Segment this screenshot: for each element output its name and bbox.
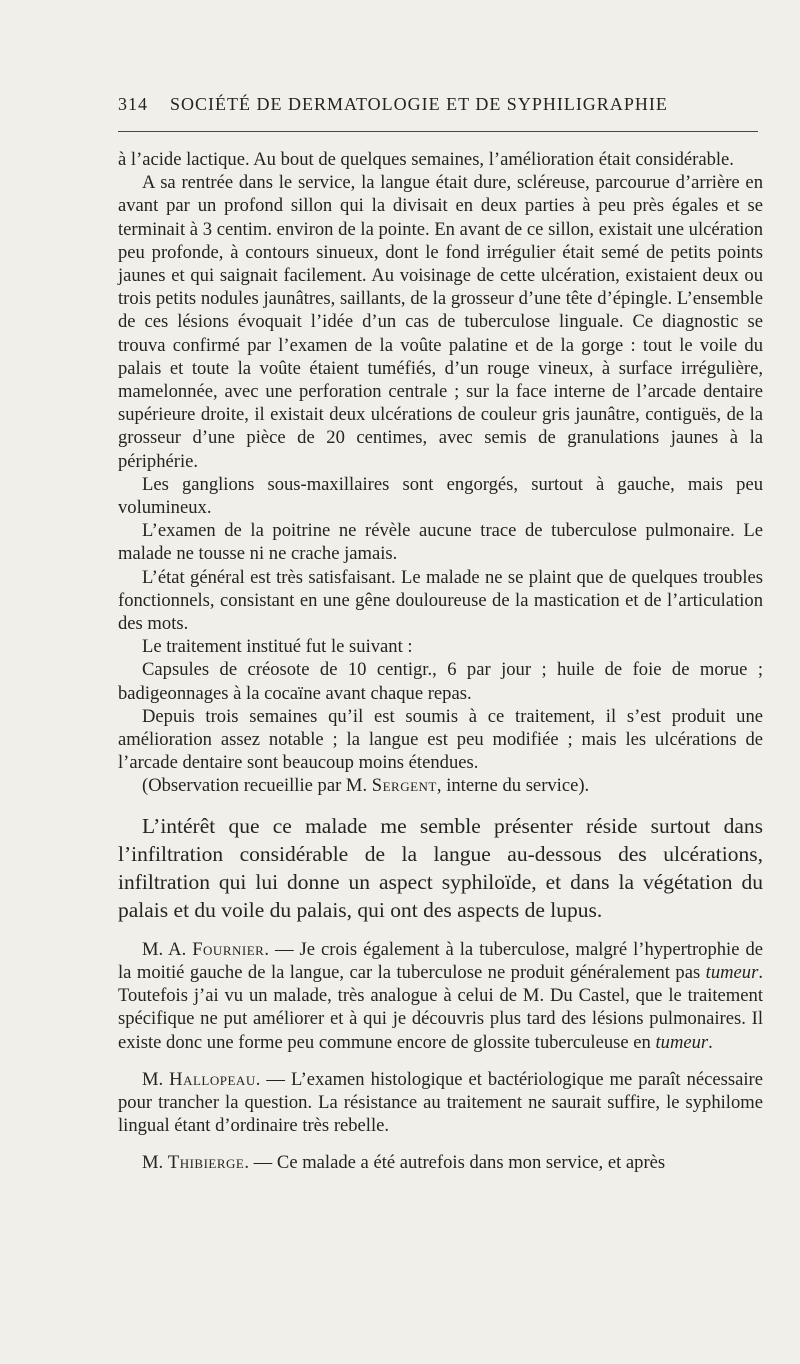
- remark-hallopeau: [118, 1068, 763, 1138]
- remark-fournier: [118, 938, 763, 1054]
- credit-name: Sergent: [371, 775, 437, 797]
- remark-text: . — Ce malade a été autrefois dans mon service, et après: [244, 1152, 666, 1174]
- speaker-name: Thibierge: [167, 1152, 245, 1174]
- remark-text: . — Je crois également à la tuberculose, malgré l’hypertrophie de la moitié gauche de la langue, car la tuberculose ne produit généralement pas: [118, 938, 763, 983]
- paragraph-examination: A sa rentrée dans le service, la langue était dure, scléreuse, parcourue d’arrière en avant par un profond sillon qui la divisait en deux parties à peu près égales et se terminait à 3 centim. environ de la pointe. En avant de ce sillon, existait une ulcération peu profonde, à contours sinueux, dont le fond irrégulier était semé de petits points jaunes et qui saignait facilement. Au voisinage de cette ulcération, existaient deux ou trois petits nodules jaunâtres, saillants, de la grosseur d’une tête d’épingle. L’ensemble de ces lésions évoquait l’idée d’un cas de tuberculose linguale. Ce diagnostic se trouva confirmé par l’examen de la voûte palatine et de la gorge : tout le voile du palais et toute la voûte étaient tuméfiés, d’un rouge vineux, à surface irrégulière, mamelonnée, avec une perforation centrale ; sur la face interne de l’arcade dentaire supérieure droite, il existait deux ulcérations de couleur gris jaunâtre, contiguës, de la grosseur d’une pièce de 20 centimes, avec semis de granulations jaunes à la périphérie.: [118, 172, 763, 472]
- paragraph-treatment: Capsules de créosote de 10 centigr., 6 par jour ; huile de foie de morue ; badigeonnages à la cocaïne avant chaque repas.: [118, 659, 763, 704]
- speaker-prefix: M.: [142, 1152, 168, 1174]
- italic-term: tumeur: [655, 1031, 709, 1053]
- paragraph-interest: L’intérêt que ce malade me semble présenter réside surtout dans l’infiltration considérable de la langue au-dessous des ulcérations, infiltration qui lui donne un aspect syphiloïde, et dans la végétation du palais et du voile du palais, qui ont des aspects de lupus.: [118, 813, 763, 922]
- header-rule: [118, 131, 758, 132]
- speaker-name: Fournier: [192, 938, 265, 960]
- page-number: 314: [118, 94, 148, 114]
- speaker-prefix: M.: [142, 1068, 170, 1090]
- speaker-name: Hallopeau: [169, 1068, 256, 1090]
- remark-thibierge: [118, 1151, 763, 1174]
- paragraph-improvement: Depuis trois semaines qu’il est soumis à ce traitement, il s’est produit une amélioration assez notable ; la langue est peu modifiée ; mais les ulcérations de l’arcade dentaire sont beaucoup moins étendues.: [118, 705, 763, 774]
- remark-text: . Toutefois j’ai vu un malade, très analogue à celui de M. Du Castel, que le traitement spécifique ne put améliorer et à qui je découvris plus tard des lésions pulmonaires. Il existe donc une forme peu commune encore de glossite tuberculeuse en: [118, 961, 763, 1053]
- paragraph-chest-exam: L’examen de la poitrine ne révèle aucune trace de tuberculose pulmonaire. Le malade ne tousse ni ne crache jamais.: [118, 520, 763, 565]
- article-body: [118, 148, 763, 1175]
- paragraph-continuation: à l’acide lactique. Au bout de quelques semaines, l’amélioration était considérable.: [118, 149, 734, 170]
- paragraph-ganglions: Les ganglions sous-maxillaires sont engorgés, surtout à gauche, mais peu volumineux.: [118, 473, 763, 519]
- running-title: SOCIÉTÉ DE DERMATOLOGIE ET DE SYPHILIGRAPHIE: [170, 94, 668, 114]
- paragraph-treatment-intro: Le traitement institué fut le suivant :: [142, 636, 413, 658]
- credit-text: (Observation recueillie par M.: [142, 775, 372, 797]
- remark-text: . — L’examen histologique et bactériologique me paraît nécessaire pour trancher la question. La résistance au traitement ne saurait suffire, le syphilome lingual étant d’ordinaire très rebelle.: [118, 1068, 763, 1137]
- running-header: [118, 94, 758, 115]
- italic-term: tumeur: [705, 961, 759, 983]
- speaker-prefix: M. A.: [142, 938, 193, 960]
- credit-text-end: , interne du service).: [436, 775, 590, 797]
- paragraph-general-state: L’état général est très satisfaisant. Le malade ne se plaint que de quelques troubles fonctionnels, consistant en une gêne douloureuse de la mastication et de l’articulation des mots.: [118, 566, 763, 635]
- remark-text: .: [708, 1031, 713, 1053]
- paragraph-observation-credit: [118, 774, 763, 797]
